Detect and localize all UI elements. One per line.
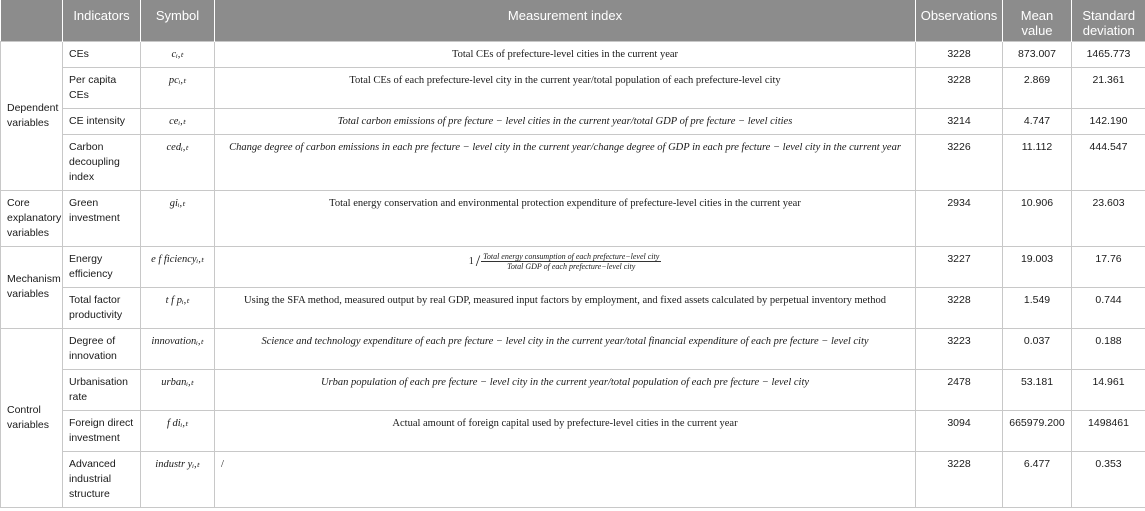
observations-cell: 3223 bbox=[916, 328, 1003, 369]
indicator-cell: Degree of innovation bbox=[63, 328, 141, 369]
observations-cell: 3228 bbox=[916, 41, 1003, 67]
sd-cell: 21.361 bbox=[1072, 67, 1145, 108]
observations-cell: 3226 bbox=[916, 134, 1003, 190]
observations-cell: 3228 bbox=[916, 287, 1003, 328]
group-label-mechanism: Mechanism variables bbox=[1, 246, 63, 328]
table-row bbox=[1, 287, 1145, 328]
mean-cell: 11.112 bbox=[1003, 134, 1072, 190]
measure-cell: Urban population of each pre fecture − level city in the current year/total population of each pre fecture − level city bbox=[215, 369, 916, 410]
table-row bbox=[1, 67, 1145, 108]
group-label-control: Control variables bbox=[1, 328, 63, 507]
sd-cell: 0.353 bbox=[1072, 451, 1145, 507]
observations-cell: 3228 bbox=[916, 67, 1003, 108]
table-row bbox=[1, 451, 1145, 507]
sd-cell: 142.190 bbox=[1072, 108, 1145, 134]
sd-cell: 14.961 bbox=[1072, 369, 1145, 410]
mean-cell: 1.549 bbox=[1003, 287, 1072, 328]
table-row bbox=[1, 328, 1145, 369]
table-row bbox=[1, 134, 1145, 190]
mean-cell: 873.007 bbox=[1003, 41, 1072, 67]
measure-cell: / bbox=[215, 451, 916, 507]
symbol-cell: innovationᵢ,ₜ bbox=[141, 328, 215, 369]
formula-numerator: Total energy consumption of each prefecture−level city bbox=[483, 251, 660, 261]
sd-cell: 17.76 bbox=[1072, 246, 1145, 287]
mean-cell: 0.037 bbox=[1003, 328, 1072, 369]
measure-cell: Change degree of carbon emissions in each pre fecture − level city in the current year/change degree of GDP in each pre fecture − level city in the current year bbox=[215, 134, 916, 190]
measure-cell: Total energy conservation and environmental protection expenditure of prefecture-level cities in the current year bbox=[215, 190, 916, 246]
measure-cell: Total carbon emissions of pre fecture − level cities in the current year/total GDP of pre fecture − level cities bbox=[215, 108, 916, 134]
table-row bbox=[1, 190, 1145, 246]
measure-cell: Science and technology expenditure of each pre fecture − level city in the current year/total financial expenditure of each pre fecture − level city bbox=[215, 328, 916, 369]
table-row bbox=[1, 410, 1145, 451]
observations-cell: 3227 bbox=[916, 246, 1003, 287]
indicator-cell: Advanced industrial structure bbox=[63, 451, 141, 507]
mean-cell: 4.747 bbox=[1003, 108, 1072, 134]
header-measurement-index: Measurement index bbox=[215, 0, 916, 41]
sd-cell: 444.547 bbox=[1072, 134, 1145, 190]
table-row bbox=[1, 246, 1145, 287]
symbol-cell: t f pᵢ,ₜ bbox=[141, 287, 215, 328]
indicator-cell: CE intensity bbox=[63, 108, 141, 134]
observations-cell: 2934 bbox=[916, 190, 1003, 246]
header-observations: Observations bbox=[916, 0, 1003, 41]
symbol-cell: giᵢ,ₜ bbox=[141, 190, 215, 246]
observations-cell: 3094 bbox=[916, 410, 1003, 451]
header-indicators: Indicators bbox=[63, 0, 141, 41]
symbol-cell: industr yᵢ,ₜ bbox=[141, 451, 215, 507]
header-symbol: Symbol bbox=[141, 0, 215, 41]
measure-cell: Total CEs of each prefecture-level city in the current year/total population of each prefecture-level city bbox=[215, 67, 916, 108]
symbol-cell: e f ficiencyᵢ,ₜ bbox=[141, 246, 215, 287]
sd-cell: 1498461 bbox=[1072, 410, 1145, 451]
measure-cell: Actual amount of foreign capital used by prefecture-level cities in the current year bbox=[215, 410, 916, 451]
mean-cell: 6.477 bbox=[1003, 451, 1072, 507]
group-label-core: Core explanatory variables bbox=[1, 190, 63, 246]
table-row bbox=[1, 108, 1145, 134]
symbol-cell: urbanᵢ,ₜ bbox=[141, 369, 215, 410]
mean-cell: 53.181 bbox=[1003, 369, 1072, 410]
sd-cell: 23.603 bbox=[1072, 190, 1145, 246]
sd-cell: 0.744 bbox=[1072, 287, 1145, 328]
group-label-dependent: Dependent variables bbox=[1, 41, 63, 190]
mean-cell: 2.869 bbox=[1003, 67, 1072, 108]
formula-denominator: Total GDP of each prefecture−level city bbox=[507, 261, 636, 271]
observations-cell: 3228 bbox=[916, 451, 1003, 507]
indicator-cell: Per capita CEs bbox=[63, 67, 141, 108]
indicator-cell: Urbanisation rate bbox=[63, 369, 141, 410]
measure-cell bbox=[215, 246, 916, 287]
indicator-cell: Green investment bbox=[63, 190, 141, 246]
header-group bbox=[1, 0, 63, 41]
symbol-cell: pcᵢ,ₜ bbox=[141, 67, 215, 108]
indicator-cell: Energy efficiency bbox=[63, 246, 141, 287]
measure-cell: Total CEs of prefecture-level cities in the current year bbox=[215, 41, 916, 67]
header-standard-deviation: Standard deviation bbox=[1072, 0, 1145, 41]
sd-cell: 0.188 bbox=[1072, 328, 1145, 369]
observations-cell: 3214 bbox=[916, 108, 1003, 134]
symbol-cell: cedᵢ,ₜ bbox=[141, 134, 215, 190]
symbol-cell: ceᵢ,ₜ bbox=[141, 108, 215, 134]
symbol-cell: f diᵢ,ₜ bbox=[141, 410, 215, 451]
indicator-cell: Foreign direct investment bbox=[63, 410, 141, 451]
mean-cell: 10.906 bbox=[1003, 190, 1072, 246]
indicator-cell: Total factor productivity bbox=[63, 287, 141, 328]
symbol-cell: cᵢ,ₜ bbox=[141, 41, 215, 67]
observations-cell: 2478 bbox=[916, 369, 1003, 410]
energy-efficiency-formula: 1 / Total energy consumption of each prefecture−level city Total GDP of each prefecture−level city bbox=[468, 251, 660, 271]
header-row bbox=[1, 0, 1145, 41]
measure-cell: Using the SFA method, measured output by real GDP, measured input factors by employment, and fixed assets calculated by perpetual inventory method bbox=[215, 287, 916, 328]
table-row bbox=[1, 369, 1145, 410]
sd-cell: 1465.773 bbox=[1072, 41, 1145, 67]
mean-cell: 19.003 bbox=[1003, 246, 1072, 287]
mean-cell: 665979.200 bbox=[1003, 410, 1072, 451]
indicator-cell: Carbon decoupling index bbox=[63, 134, 141, 190]
indicator-cell: CEs bbox=[63, 41, 141, 67]
header-mean-value: Mean value bbox=[1003, 0, 1072, 41]
table-row bbox=[1, 41, 1145, 67]
